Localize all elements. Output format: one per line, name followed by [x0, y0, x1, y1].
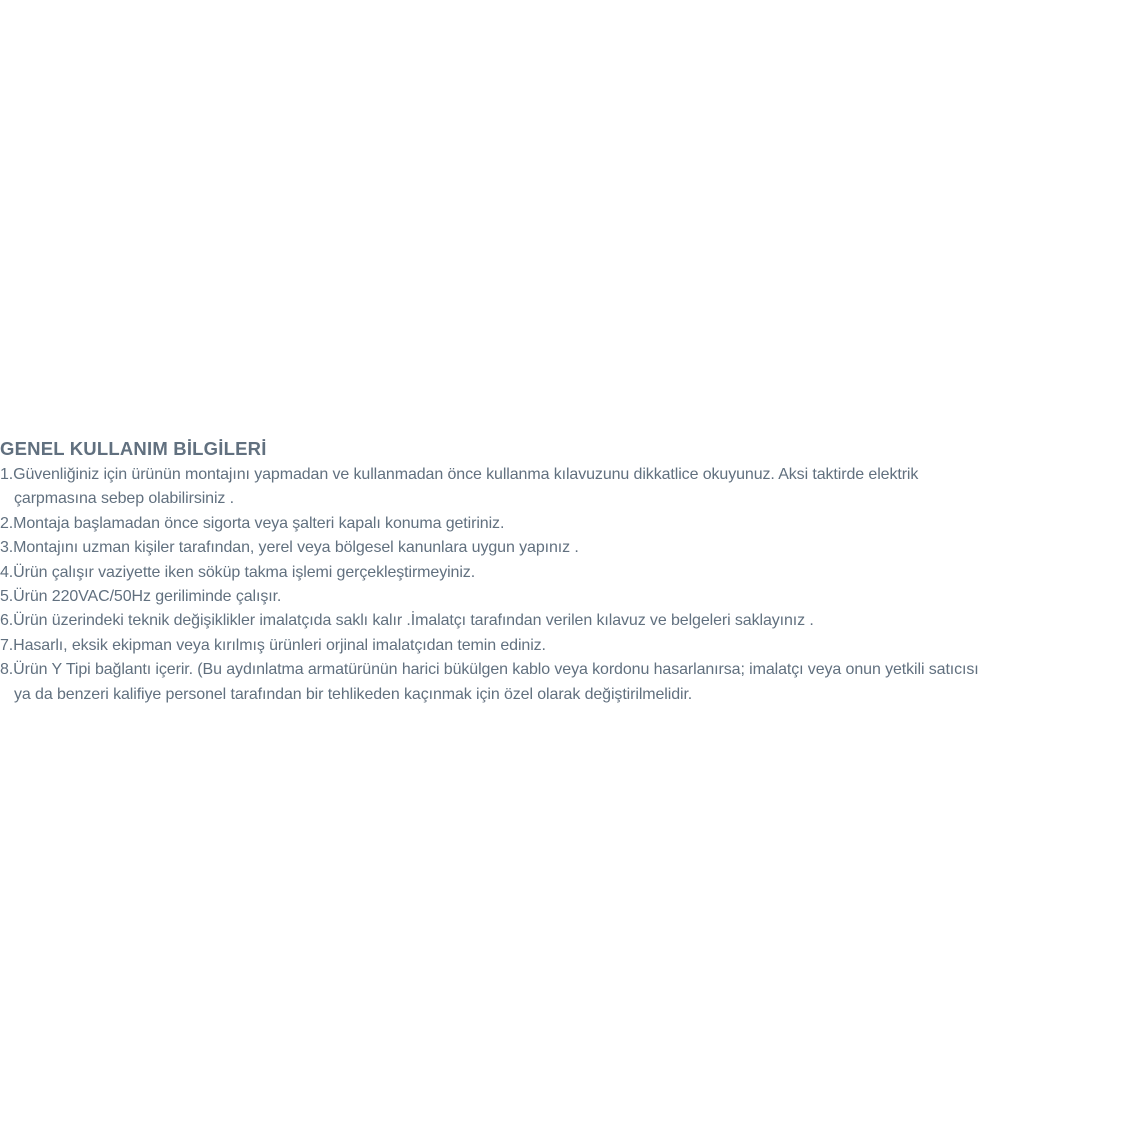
instruction-list	[0, 463, 1140, 707]
instruction-line: 1.Güvenliğiniz için ürünün montajını yapmadan ve kullanmadan önce kullanma kılavuzunu dikkatlice okuyunuz. Aksi taktirde elektrik	[0, 466, 919, 483]
instruction-line: 3.Montajını uzman kişiler tarafından, yerel veya bölgesel kanunlara uygun yapınız .	[0, 539, 579, 557]
section-title: GENEL KULLANIM BİLGİLERİ	[0, 438, 267, 459]
instruction-line: 2.Montaja başlamadan önce sigorta veya şalteri kapalı konuma getiriniz.	[0, 514, 505, 532]
instruction-line: çarpmasına sebep olabilirsiniz .	[14, 490, 235, 508]
instruction-line: 5.Ürün 220VAC/50Hz geriliminde çalışır.	[0, 588, 282, 606]
instruction-line: 8.Ürün Y Tipi bağlantı içerir. (Bu aydınlatma armatürünün harici bükülgen kablo veya kordonu hasarlanırsa; imalatçı veya onun yetkili satıcısı	[0, 661, 979, 679]
general-usage-info-section	[0, 437, 1140, 707]
instruction-line: 4.Ürün çalışır vaziyette iken söküp takma işlemi gerçekleştirmeyiniz.	[0, 563, 476, 581]
instruction-line: 6.Ürün üzerindeki teknik değişiklikler imalatçıda saklı kalır .İmalatçı tarafından verilen kılavuz ve belgeleri saklayınız .	[0, 612, 814, 630]
instruction-line: ya da benzeri kalifiye personel tarafından bir tehlikeden kaçınmak için özel olarak değiştirilmelidir.	[14, 685, 693, 703]
instruction-line: 7.Hasarlı, eksik ekipman veya kırılmış ürünleri orjinal imalatçıdan temin ediniz.	[0, 636, 546, 654]
